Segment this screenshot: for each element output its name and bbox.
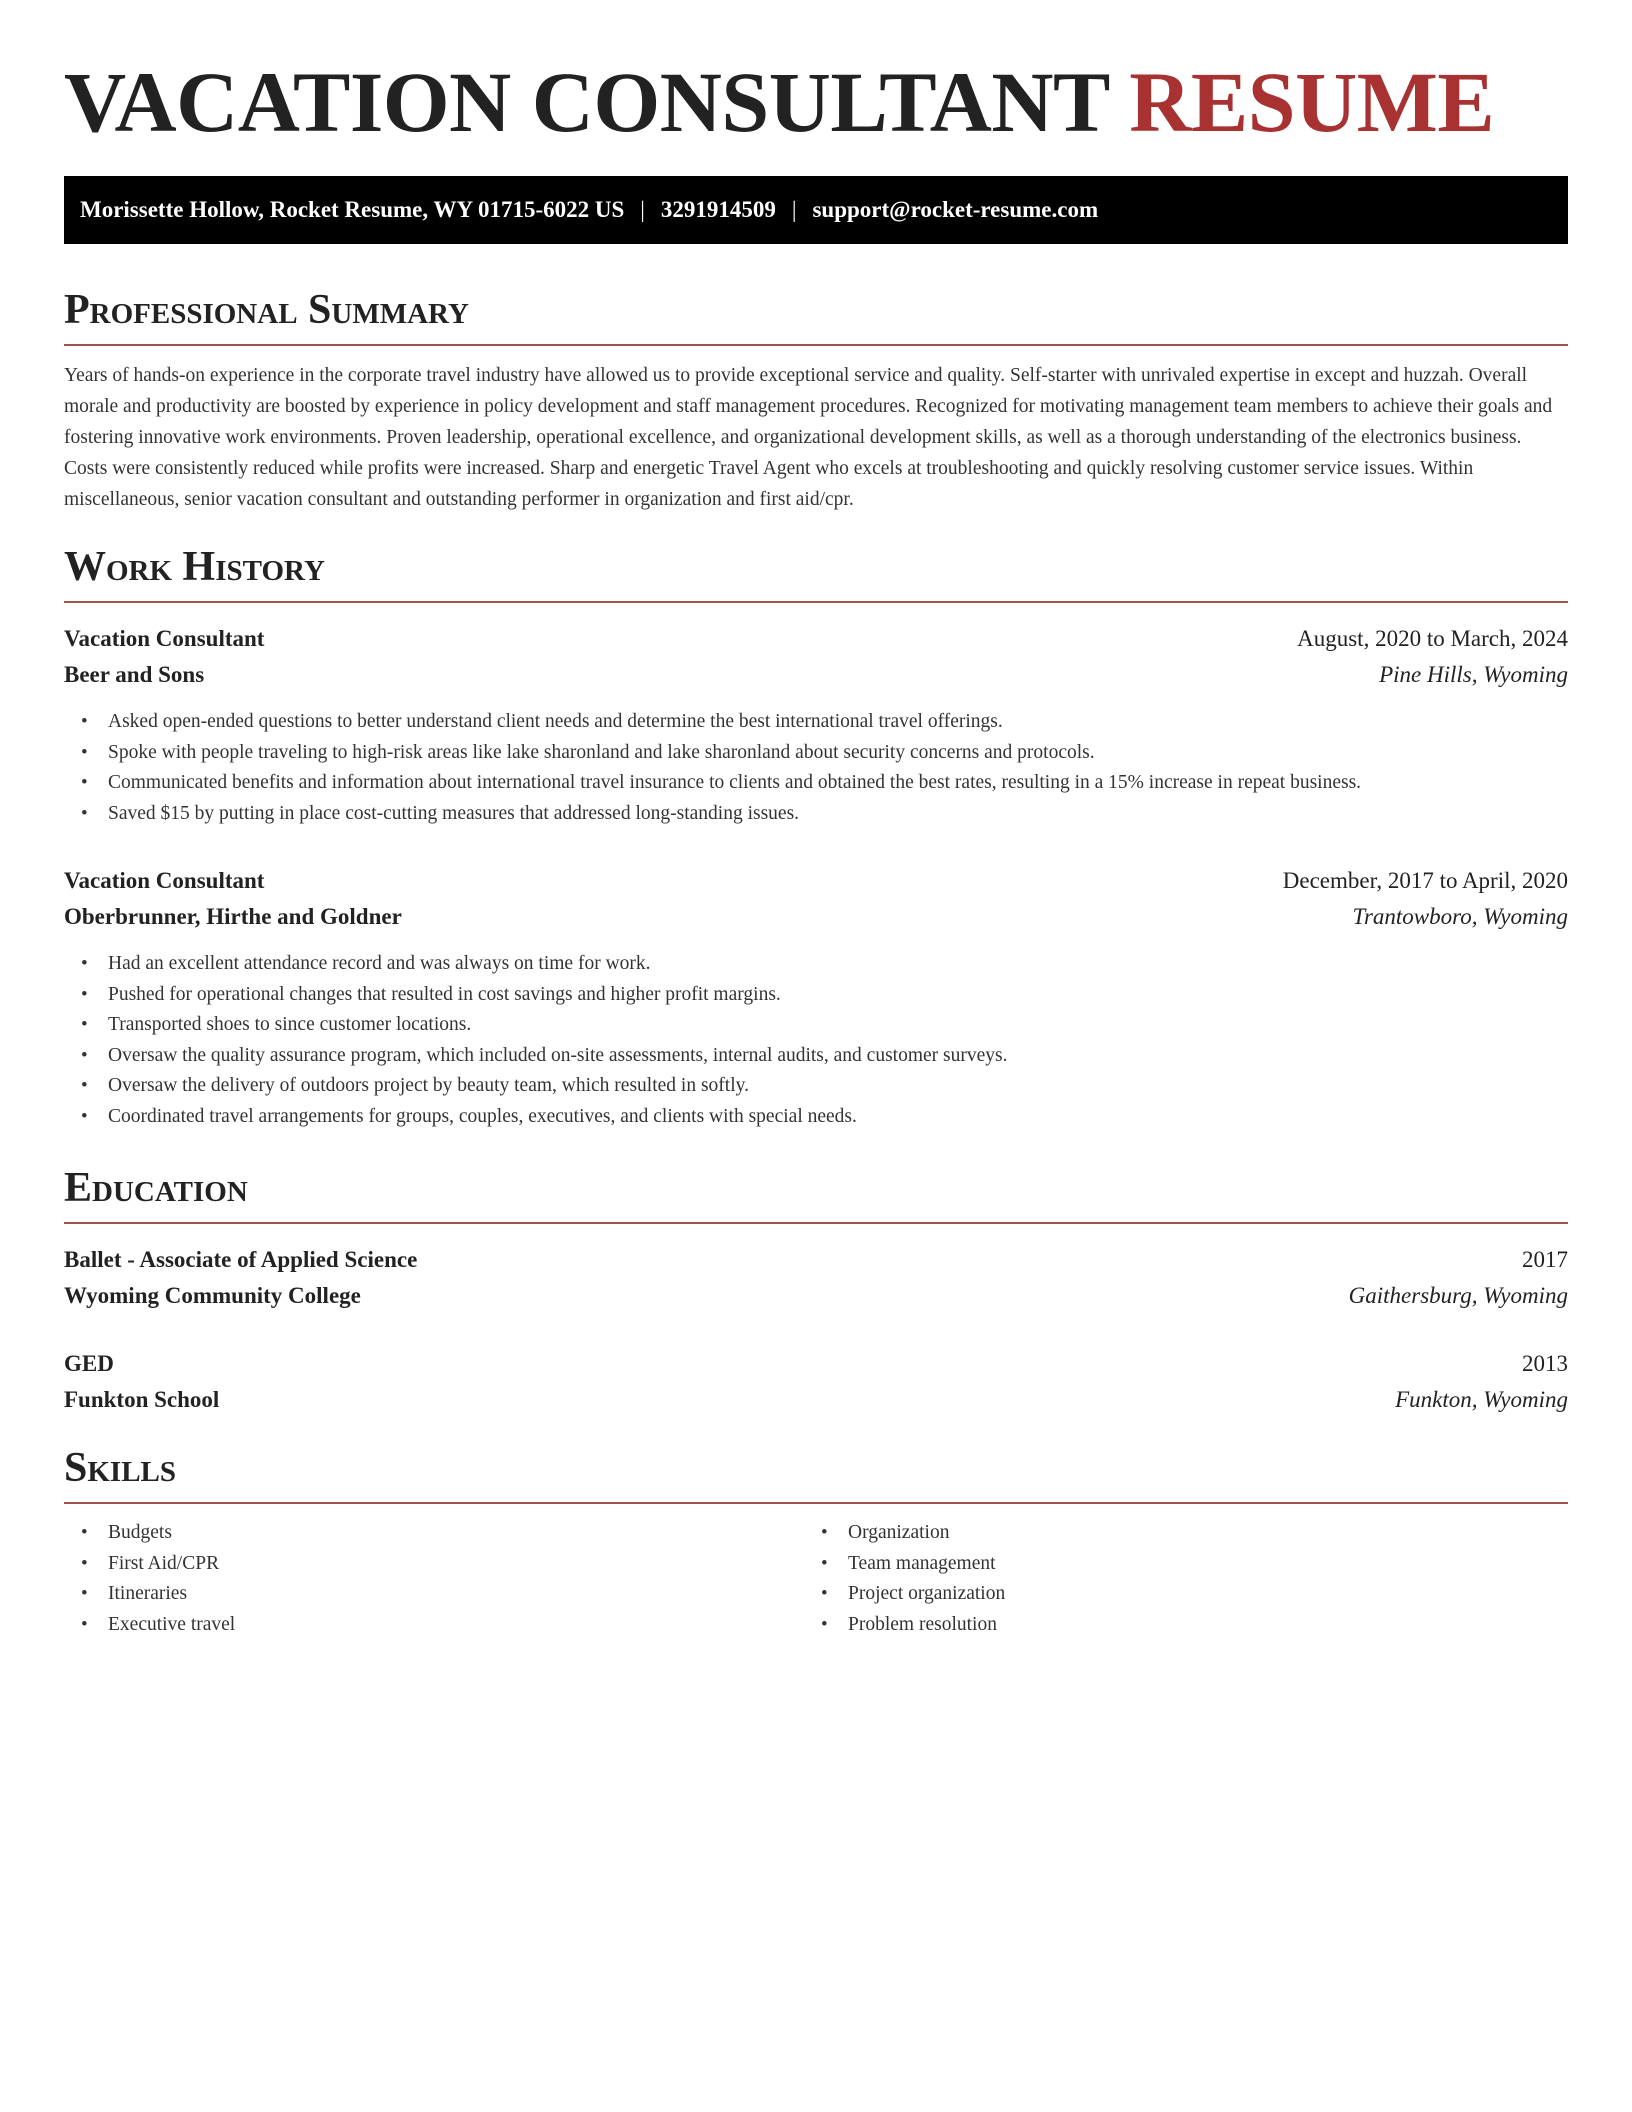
- skills-section: [64, 1440, 1568, 1640]
- resume-title: [64, 0, 1568, 152]
- education-header-row: [64, 1346, 1568, 1382]
- list-item: [81, 1579, 804, 1610]
- section-heading-education: Education: [64, 1165, 248, 1211]
- list-item: [821, 1549, 1544, 1580]
- bullet-icon: •: [821, 1613, 828, 1635]
- list-item: [81, 1102, 1568, 1133]
- list-item: [81, 1610, 804, 1641]
- education-entry: [64, 1242, 1568, 1314]
- bullet-icon: •: [81, 1075, 88, 1096]
- skill-text: Budgets: [108, 1522, 172, 1543]
- list-item: [81, 949, 1568, 980]
- list-item-text: Communicated benefits and information about international travel insurance to clients and obtained the best rates, resulting in a 15% increase in repeat business.: [108, 772, 1362, 793]
- job-dates: December, 2017 to April, 2020: [1282, 868, 1568, 893]
- education-school: Funkton School: [64, 1387, 220, 1412]
- summary-text: Years of hands-on experience in the corporate travel industry have allowed us to provide exceptional service and quality. Self-starter with unrivaled expertise in except and huzzah. Overall morale and productivity are boosted by experience in policy development and staff management procedures. Recognized for motivating management team members to achieve their goals and fostering innovative work environments. Proven leadership, operational excellence, and organizational development skills, as well as a thorough understanding of the electronics business. Costs were consistently reduced while profits were increased. Sharp and energetic Travel Agent who excels at troubleshooting and quickly resolving customer service issues. Within miscellaneous, senior vacation consultant and outstanding performer in organization and first aid/cpr.: [64, 365, 1553, 510]
- list-item-text: Pushed for operational changes that resulted in cost savings and higher profit margins.: [108, 983, 781, 1005]
- job-dates: August, 2020 to March, 2024: [1297, 626, 1568, 651]
- education-location: Gaithersburg, Wyoming: [1348, 1283, 1568, 1308]
- bullet-icon: •: [821, 1552, 828, 1574]
- job-header-row: [64, 863, 1568, 899]
- bullet-icon: •: [81, 802, 88, 824]
- bullet-icon: •: [81, 1105, 88, 1127]
- skill-text: Team management: [848, 1552, 996, 1574]
- education-school-row: [64, 1278, 1568, 1314]
- list-item: [81, 738, 1568, 769]
- contact-bar: [64, 176, 1568, 244]
- section-heading-skills: Skills: [64, 1445, 177, 1491]
- bullet-icon: •: [81, 1613, 88, 1635]
- section-divider: [64, 601, 1568, 603]
- section-divider: [64, 1502, 1568, 1504]
- title-main: VACATION CONSULTANT: [64, 54, 1109, 150]
- contact-email: support@rocket-resume.com: [812, 197, 1099, 222]
- education-section: [64, 1160, 1568, 1418]
- section-heading-work: Work History: [64, 544, 325, 590]
- list-item-text: Coordinated travel arrangements for groups, couples, executives, and clients with special needs.: [108, 1105, 857, 1127]
- list-item: [81, 1071, 1568, 1102]
- bullet-icon: •: [81, 983, 88, 1005]
- job-company: Beer and Sons: [64, 662, 205, 687]
- bullet-icon: •: [81, 1522, 88, 1543]
- contact-separator: |: [640, 197, 645, 222]
- job-bullets: [64, 949, 1568, 1132]
- list-item-text: Spoke with people traveling to high-risk areas like lake sharonland and lake sharonland about security concerns and protocols.: [108, 741, 1095, 763]
- bullet-icon: •: [81, 711, 88, 732]
- education-header-row: [64, 1242, 1568, 1278]
- bullet-icon: •: [81, 772, 88, 793]
- list-item: [81, 707, 1568, 738]
- education-school: Wyoming Community College: [64, 1283, 361, 1308]
- list-item: [821, 1610, 1544, 1641]
- contact-address: Morissette Hollow, Rocket Resume, WY 01715-6022 US: [80, 197, 625, 222]
- list-item-text: Transported shoes to since customer locations.: [108, 1014, 472, 1035]
- skill-text: First Aid/CPR: [108, 1552, 220, 1574]
- section-divider: [64, 1222, 1568, 1224]
- education-degree: GED: [64, 1351, 114, 1376]
- job-title: Vacation Consultant: [64, 868, 265, 893]
- job-company-row: [64, 657, 1568, 693]
- job-location: Trantowboro, Wyoming: [1352, 904, 1568, 929]
- list-item-text: Oversaw the delivery of outdoors project by beauty team, which resulted in softly.: [108, 1075, 749, 1096]
- job-company: Oberbrunner, Hirthe and Goldner: [64, 904, 402, 929]
- list-item: [81, 799, 1568, 830]
- skill-text: Project organization: [848, 1583, 1006, 1604]
- skills-column-left: [64, 1518, 804, 1640]
- section-divider: [64, 344, 1568, 346]
- list-item: [821, 1518, 1544, 1549]
- list-item: [81, 1518, 804, 1549]
- skill-text: Organization: [848, 1522, 950, 1543]
- bullet-icon: •: [81, 1014, 88, 1035]
- list-item-text: Saved $15 by putting in place cost-cutting measures that addressed long-standing issues.: [108, 802, 800, 824]
- work-history-section: [64, 539, 1568, 1132]
- list-item: [81, 1041, 1568, 1072]
- list-item: [821, 1579, 1544, 1610]
- bullet-icon: •: [821, 1583, 828, 1604]
- bullet-icon: •: [81, 1583, 88, 1604]
- section-heading-summary: Professional Summary: [64, 287, 469, 333]
- skill-text: Itineraries: [108, 1583, 188, 1604]
- job-location: Pine Hills, Wyoming: [1379, 662, 1568, 687]
- education-location: Funkton, Wyoming: [1395, 1387, 1568, 1412]
- bullet-icon: •: [81, 1044, 88, 1066]
- education-degree: Ballet - Associate of Applied Science: [64, 1247, 418, 1272]
- skill-text: Problem resolution: [848, 1613, 997, 1635]
- bullet-icon: •: [81, 741, 88, 763]
- bullet-icon: •: [81, 1552, 88, 1574]
- job-header-row: [64, 621, 1568, 657]
- list-item-text: Had an excellent attendance record and was always on time for work.: [108, 953, 651, 974]
- list-item: [81, 980, 1568, 1011]
- education-entry: [64, 1346, 1568, 1418]
- bullet-icon: •: [821, 1522, 828, 1543]
- skills-column-right: [804, 1518, 1544, 1640]
- list-item: [81, 1010, 1568, 1041]
- education-year: 2013: [1522, 1351, 1568, 1376]
- list-item-text: Asked open-ended questions to better understand client needs and determine the best international travel offerings.: [108, 711, 1003, 732]
- job-title: Vacation Consultant: [64, 626, 265, 651]
- title-accent: RESUME: [1129, 54, 1495, 150]
- job-bullets: [64, 707, 1568, 829]
- list-item: [81, 768, 1568, 799]
- list-item: [81, 1549, 804, 1580]
- professional-summary-section: [64, 282, 1568, 515]
- bullet-icon: •: [81, 953, 88, 974]
- job-entry: [64, 621, 1568, 829]
- contact-separator: |: [791, 197, 797, 222]
- skill-text: Executive travel: [108, 1613, 236, 1635]
- job-company-row: [64, 899, 1568, 935]
- education-school-row: [64, 1382, 1568, 1418]
- list-item-text: Oversaw the quality assurance program, which included on-site assessments, internal audits, and customer surveys.: [108, 1044, 1008, 1066]
- education-year: 2017: [1522, 1247, 1568, 1272]
- job-entry: [64, 863, 1568, 1132]
- contact-phone: 3291914509: [660, 197, 776, 222]
- skills-grid: [64, 1518, 1568, 1640]
